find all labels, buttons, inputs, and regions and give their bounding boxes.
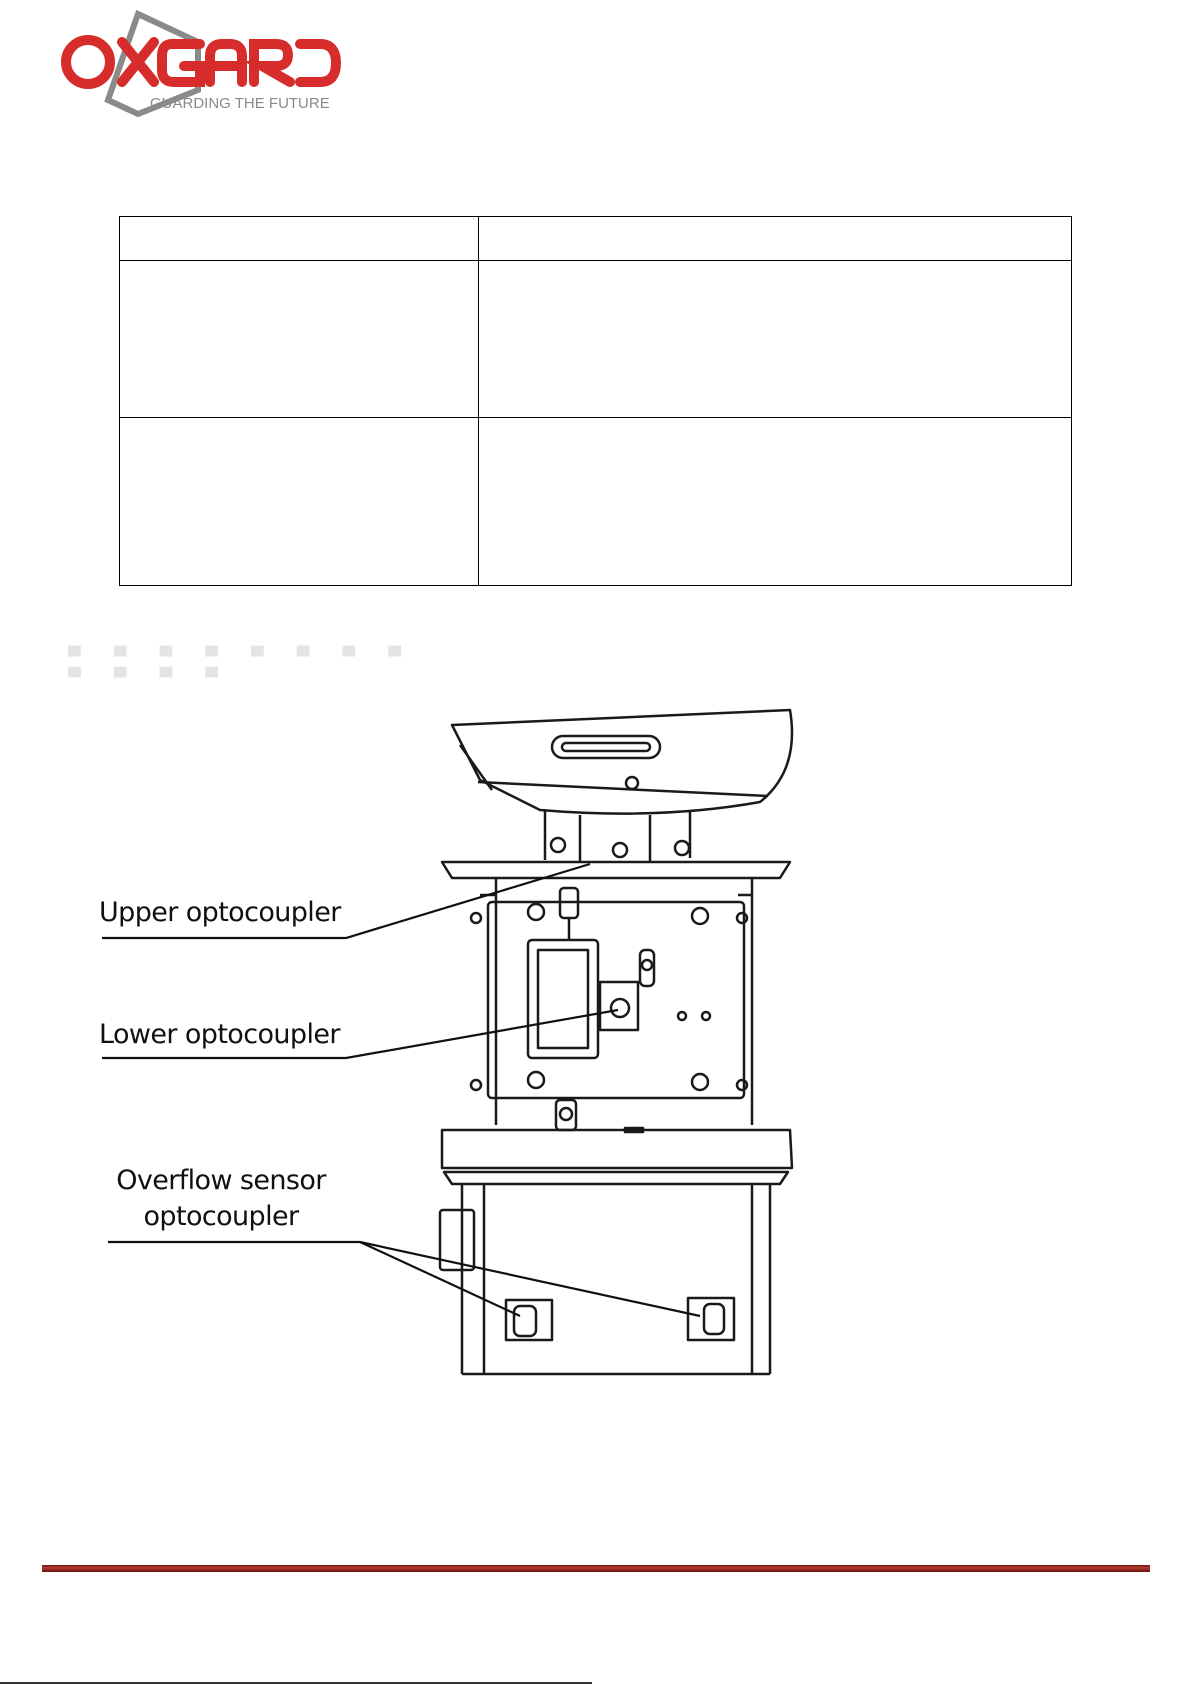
table-cell — [120, 217, 479, 261]
oxgard-logo — [58, 10, 358, 115]
spec-table — [119, 216, 1072, 586]
overflow-label-line2: optocoupler — [143, 1201, 299, 1232]
lower-optocoupler-label: Lower optocoupler — [99, 1019, 340, 1050]
table-cell — [479, 261, 1072, 418]
faint-heading-remnant: ▀ ▀ ▀ ▀ ▀ ▀ ▀ ▀ ▀ ▀ ▀ ▀ — [68, 646, 416, 687]
footer-rule — [42, 1565, 1150, 1572]
footnote-separator — [0, 1682, 592, 1684]
logo-tagline: GUARDING THE FUTURE — [150, 95, 330, 112]
table-cell — [479, 418, 1072, 586]
table-row — [120, 418, 1072, 586]
overflow-sensor-label — [108, 1163, 334, 1235]
table-row — [120, 261, 1072, 418]
logo-graphic — [58, 10, 358, 115]
table-row — [120, 217, 1072, 261]
table-cell — [120, 418, 479, 586]
overflow-label-line1: Overflow sensor — [116, 1165, 326, 1196]
table-cell — [479, 217, 1072, 261]
table-cell — [120, 261, 479, 418]
upper-optocoupler-label: Upper optocoupler — [99, 897, 341, 928]
